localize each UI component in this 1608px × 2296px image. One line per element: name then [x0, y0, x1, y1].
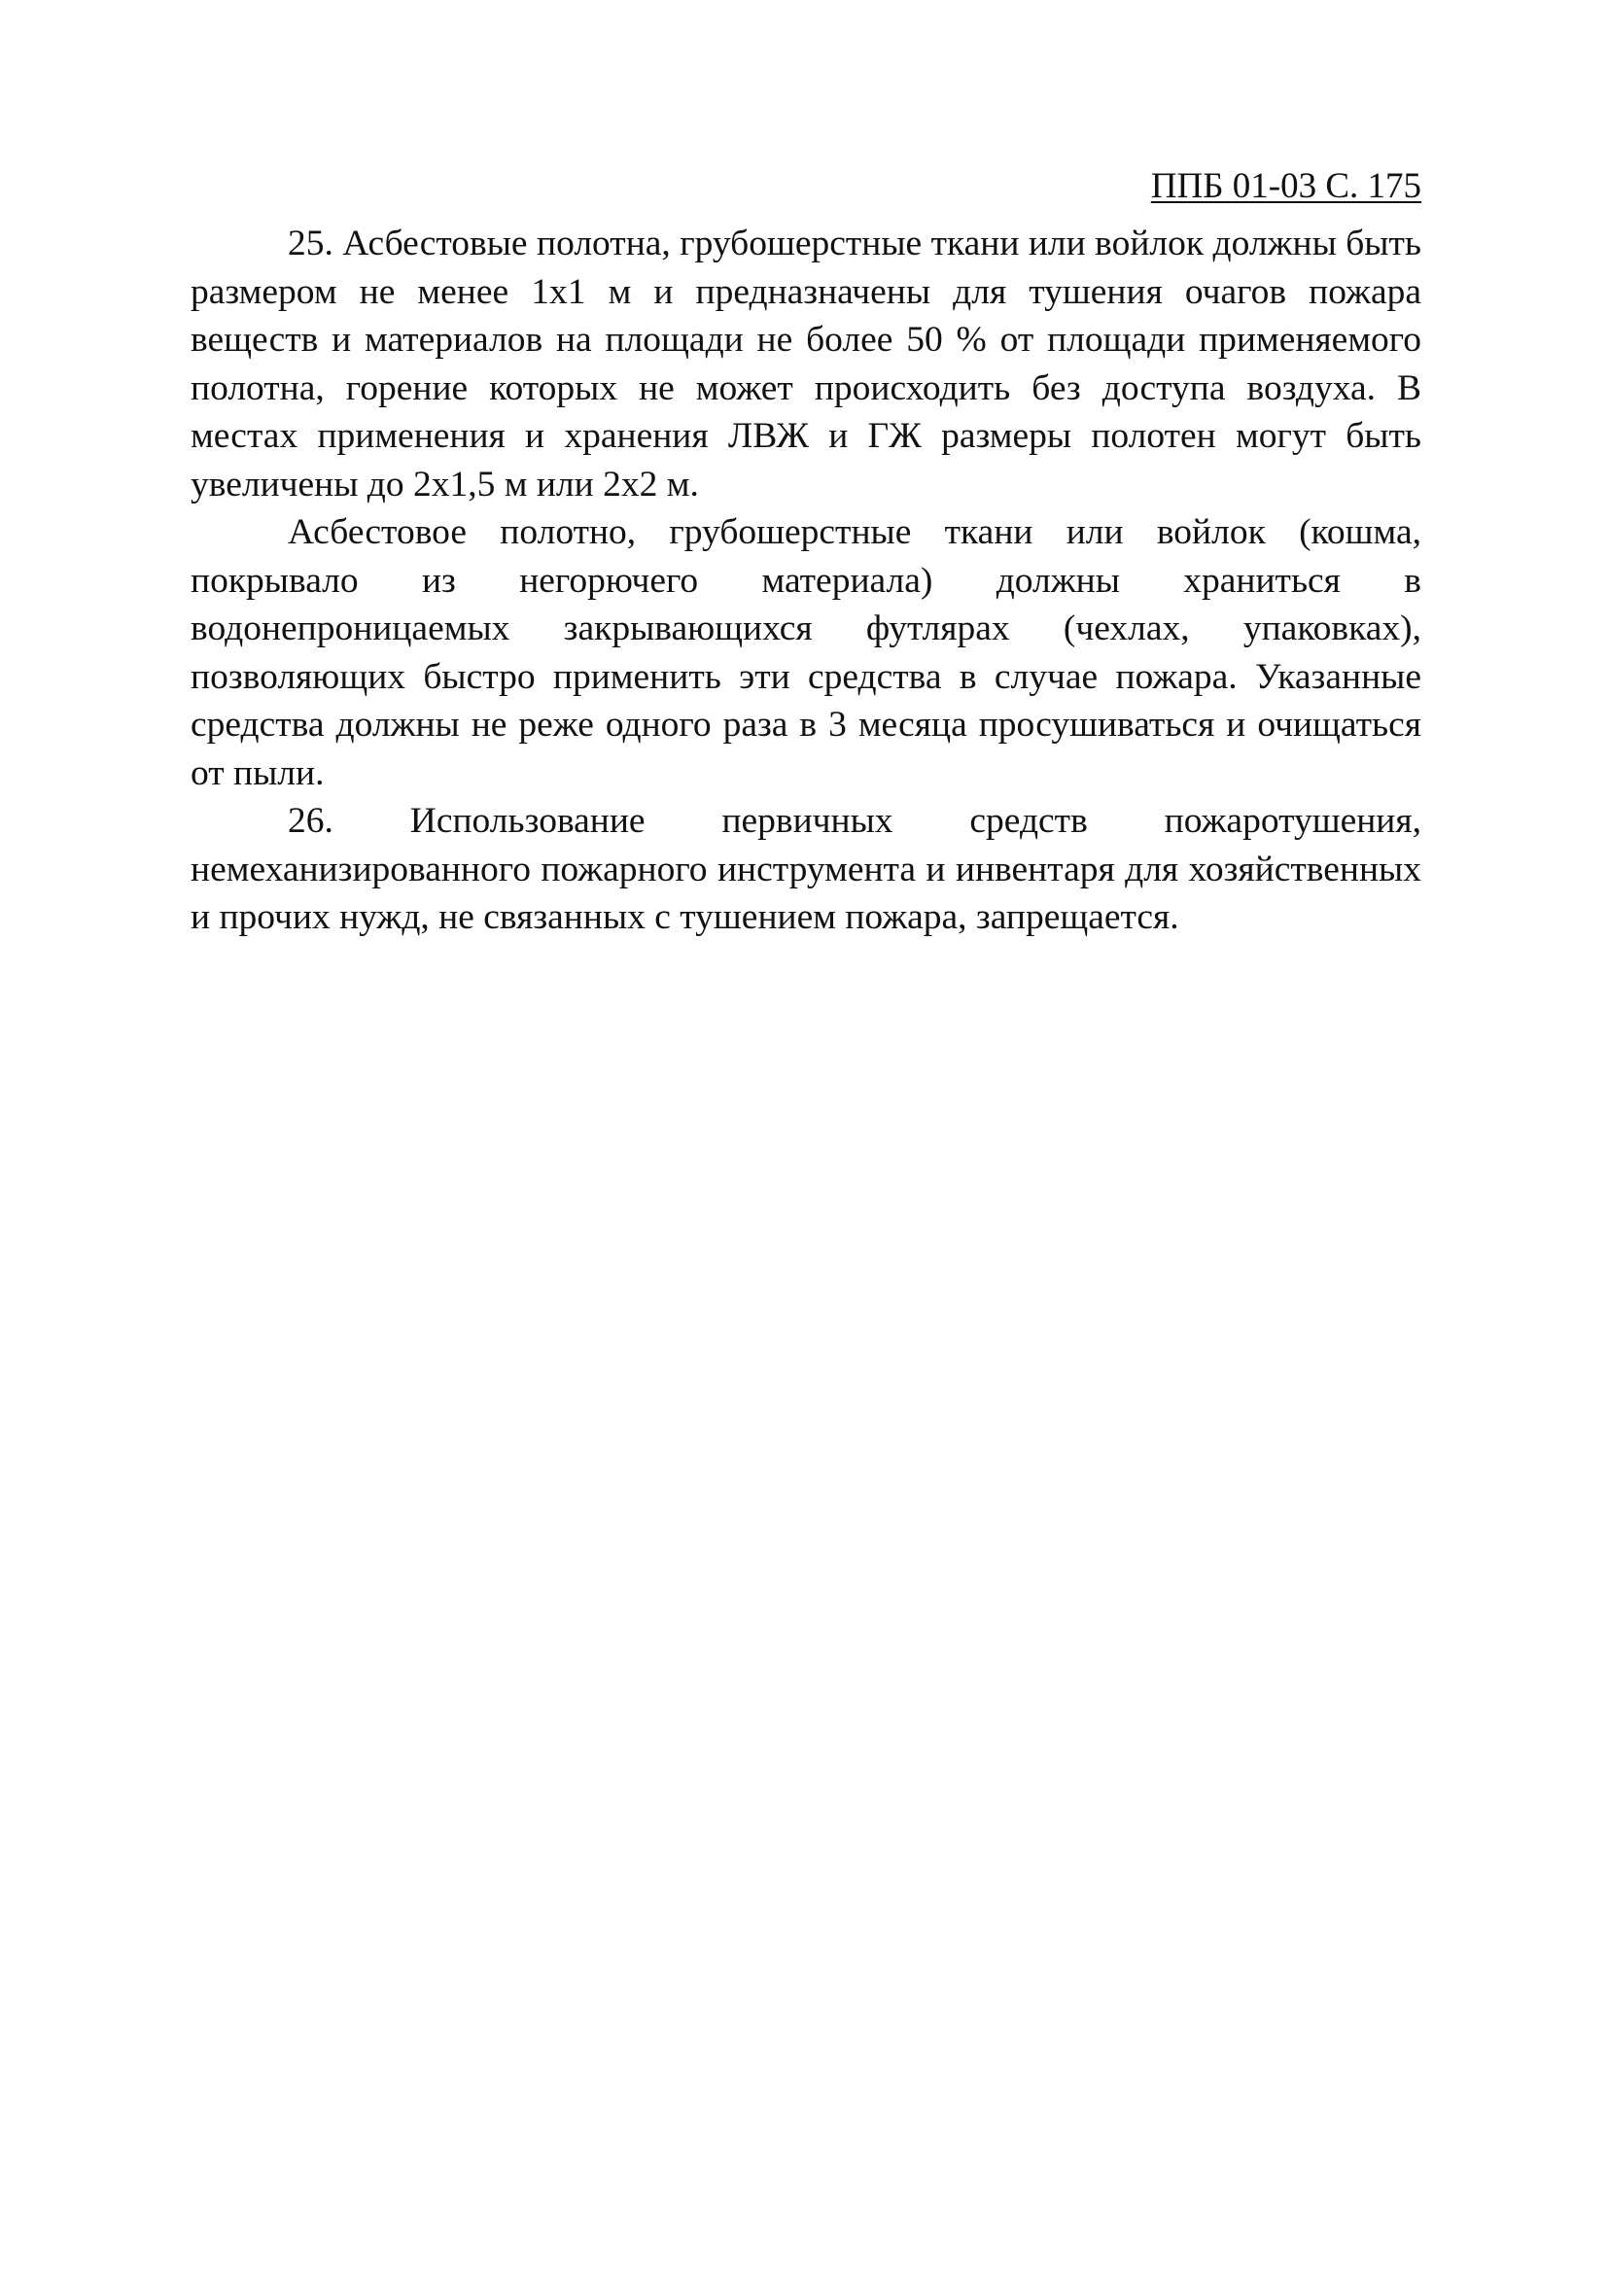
paragraph-25: 25. Асбестовые полотна, грубошерстные ткани или войлок должны быть размером не менее 1х1 м и предназначены для тушения очагов пожара веществ и материалов на площади не более 50 % от площади применяемого полотна, горение которых не может происходить без доступа воздуха. В местах применения и хранения ЛВЖ и ГЖ размеры полотен могут быть увеличены до 2х1,5 м или 2х2 м. [191, 224, 1421, 504]
running-head: ППБ 01-03 С. 175 [1150, 166, 1421, 206]
paragraph-25-storage: Асбестовое полотно, грубошерстные ткани или войлок (кошма, покрывало из негорючего материала) должны храниться в водонепроницаемых закрывающихся футлярах (чехлах, упаковках), позволяющих быстро применить эти средства в случае пожара. Указанные средства должны не реже одного раза в 3 месяца просушиваться и очищаться от пыли. [191, 512, 1421, 793]
document-body [191, 220, 1421, 942]
paragraph-26: 26. Использование первичных средств пожаротушения, немеханизированного пожарного инструмента и инвентаря для хозяйственных и прочих нужд, не связанных с тушением пожара, запрещается. [191, 801, 1421, 937]
